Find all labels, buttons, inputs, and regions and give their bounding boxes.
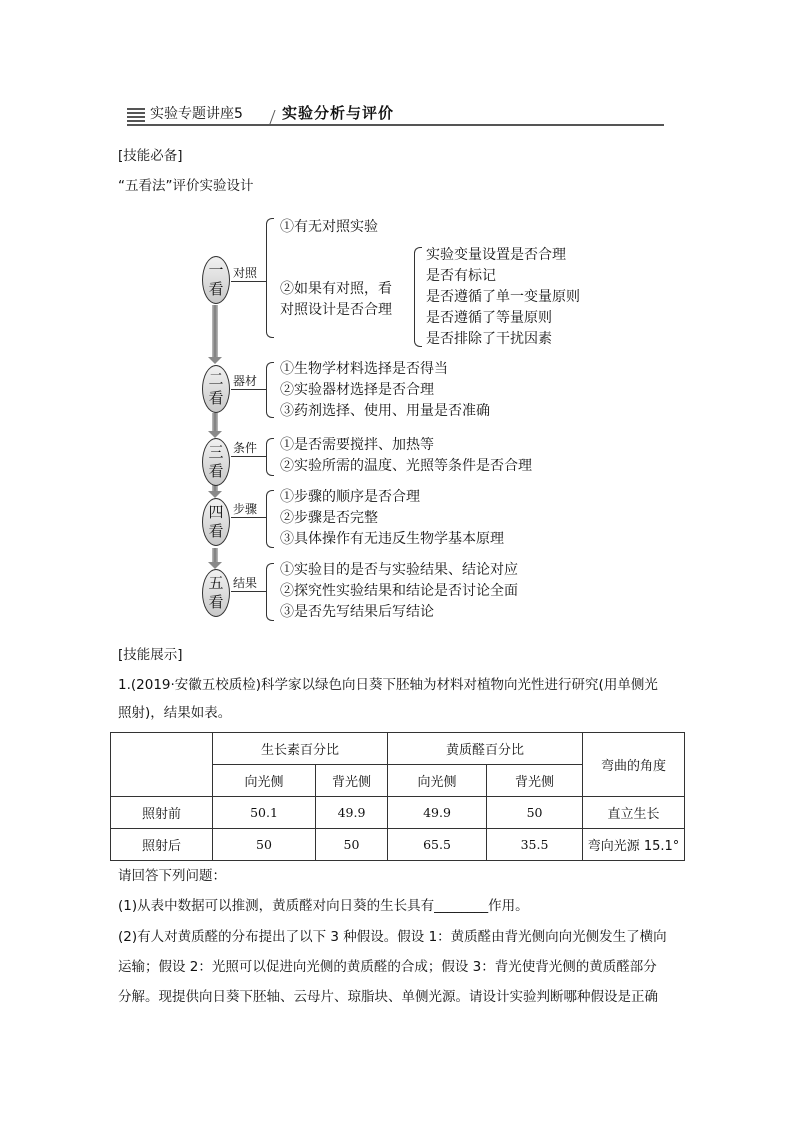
step-item: ②步骤是否完整 — [280, 510, 378, 526]
flow-arrow-head — [208, 491, 222, 498]
step-item: ③是否先写结果后写结论 — [280, 604, 434, 620]
table-row — [111, 829, 685, 861]
step-item: ①有无对照实验 — [280, 219, 378, 235]
flow-arrow-head — [208, 562, 222, 569]
flow-arrow — [212, 413, 218, 431]
table-group-header-xanthoxin: 黄质醛百分比 — [388, 733, 583, 765]
step-brace — [266, 438, 274, 476]
step-item: ②实验所需的温度、光照等条件是否合理 — [280, 458, 532, 474]
step-circle-2: 二 看 — [202, 365, 230, 413]
step-item: ①是否需要搅拌、加热等 — [280, 437, 434, 453]
step-item: ③药剂选择、使用、用量是否准确 — [280, 403, 490, 419]
table-cell: 50 — [213, 829, 316, 861]
sub-item: 是否遵循了单一变量原则 — [426, 289, 580, 305]
step-circle-1: 一 看 — [202, 256, 230, 304]
step-label-4: 步骤 — [233, 502, 258, 516]
step-item: ②探究性实验结果和结论是否讨论全面 — [280, 583, 518, 599]
step-circle-4: 四 看 — [202, 498, 230, 546]
sub-item: 实验变量设置是否合理 — [426, 247, 566, 263]
table-subheader: 向光侧 — [213, 765, 316, 797]
step-circle-5: 五 看 — [202, 569, 230, 617]
sub-item: 是否有标记 — [426, 268, 496, 284]
step-label-2: 器材 — [233, 374, 258, 388]
table-subheader: 向光侧 — [388, 765, 487, 797]
flow-arrow — [212, 548, 218, 562]
table-row-label: 照射后 — [111, 829, 213, 861]
step-label-1: 对照 — [233, 266, 258, 280]
header-series: 实验专题讲座5 — [150, 106, 243, 122]
table-cell: 49.9 — [316, 797, 388, 829]
step-item: ①实验目的是否与实验结果、结论对应 — [280, 562, 518, 578]
table-corner-cell — [111, 733, 213, 797]
step-connector — [231, 591, 267, 592]
section-tag-skills-demo: [技能展示] — [118, 647, 183, 663]
header-rule — [127, 124, 664, 126]
step-item: 对照设计是否合理 — [280, 302, 392, 318]
section-tag-skills-required: [技能必备] — [118, 148, 183, 164]
step-connector — [231, 389, 267, 390]
step-item: ②如果有对照，看 — [280, 281, 392, 297]
step-circle-3: 三 看 — [202, 438, 230, 486]
header-divider — [269, 110, 275, 124]
step-item: ③具体操作有无违反生物学基本原理 — [280, 531, 504, 547]
table-subheader: 背光侧 — [487, 765, 583, 797]
flow-arrow — [212, 305, 218, 357]
step-label-5: 结果 — [233, 576, 258, 590]
sub-item: 是否排除了干扰因素 — [426, 331, 552, 347]
step-brace — [266, 362, 274, 418]
step-item: ①步骤的顺序是否合理 — [280, 489, 420, 505]
table-row-label: 照射前 — [111, 797, 213, 829]
step-connector — [231, 281, 267, 282]
sub-item: 是否遵循了等量原则 — [426, 310, 552, 326]
step-item: ①生物学材料选择是否得当 — [280, 361, 448, 377]
table-angle-header: 弯曲的角度 — [583, 733, 685, 797]
step-item: ②实验器材选择是否合理 — [280, 382, 434, 398]
step-brace — [266, 490, 274, 548]
table-cell: 49.9 — [388, 797, 487, 829]
table-subheader: 背光侧 — [316, 765, 388, 797]
step-brace — [266, 563, 274, 621]
flow-arrow-head — [208, 431, 222, 438]
table-cell: 50 — [487, 797, 583, 829]
table-cell: 50.1 — [213, 797, 316, 829]
table-group-header-auxin: 生长素百分比 — [213, 733, 388, 765]
step-connector — [231, 456, 267, 457]
table-angle-cell: 弯向光源 15.1° — [583, 829, 685, 861]
header-stripes-icon — [127, 108, 145, 124]
header-title: 实验分析与评价 — [282, 104, 395, 122]
questions-prompt: 请回答下列问题： — [118, 868, 226, 884]
question-part-2-line-2: 运输；假设 2：光照可以促进向光侧的黄质醛的合成；假设 3：背光使背光侧的黄质醛部分 — [118, 959, 657, 975]
question-1-text: 1.(2019·安徽五校质检)科学家以绿色向日葵下胚轴为材料对植物向光性进行研究(用单侧光 — [118, 677, 658, 693]
results-table — [110, 732, 685, 861]
sub-brace — [414, 247, 422, 347]
flow-arrow-head — [208, 357, 222, 364]
table-cell: 65.5 — [388, 829, 487, 861]
question-part-2-line-3: 分解。现提供向日葵下胚轴、云母片、琼脂块、单侧光源。请设计实验判断哪种假设是正确 — [118, 989, 658, 1005]
step-label-3: 条件 — [233, 441, 258, 455]
table-cell: 35.5 — [487, 829, 583, 861]
step-brace — [266, 218, 274, 338]
section-subtitle: “五看法”评价实验设计 — [118, 178, 254, 194]
table-cell: 50 — [316, 829, 388, 861]
question-part-2-line-1: (2)有人对黄质醛的分布提出了以下 3 种假设。假设 1：黄质醛由背光侧向向光侧发生了横向 — [118, 929, 667, 945]
table-header-row — [111, 733, 685, 765]
question-1-text-cont: 照射)，结果如表。 — [118, 705, 232, 721]
step-connector — [231, 517, 267, 518]
table-angle-cell: 直立生长 — [583, 797, 685, 829]
question-part-1: (1)从表中数据可以推测，黄质醛对向日葵的生长具有________作用。 — [118, 898, 529, 914]
table-row — [111, 797, 685, 829]
